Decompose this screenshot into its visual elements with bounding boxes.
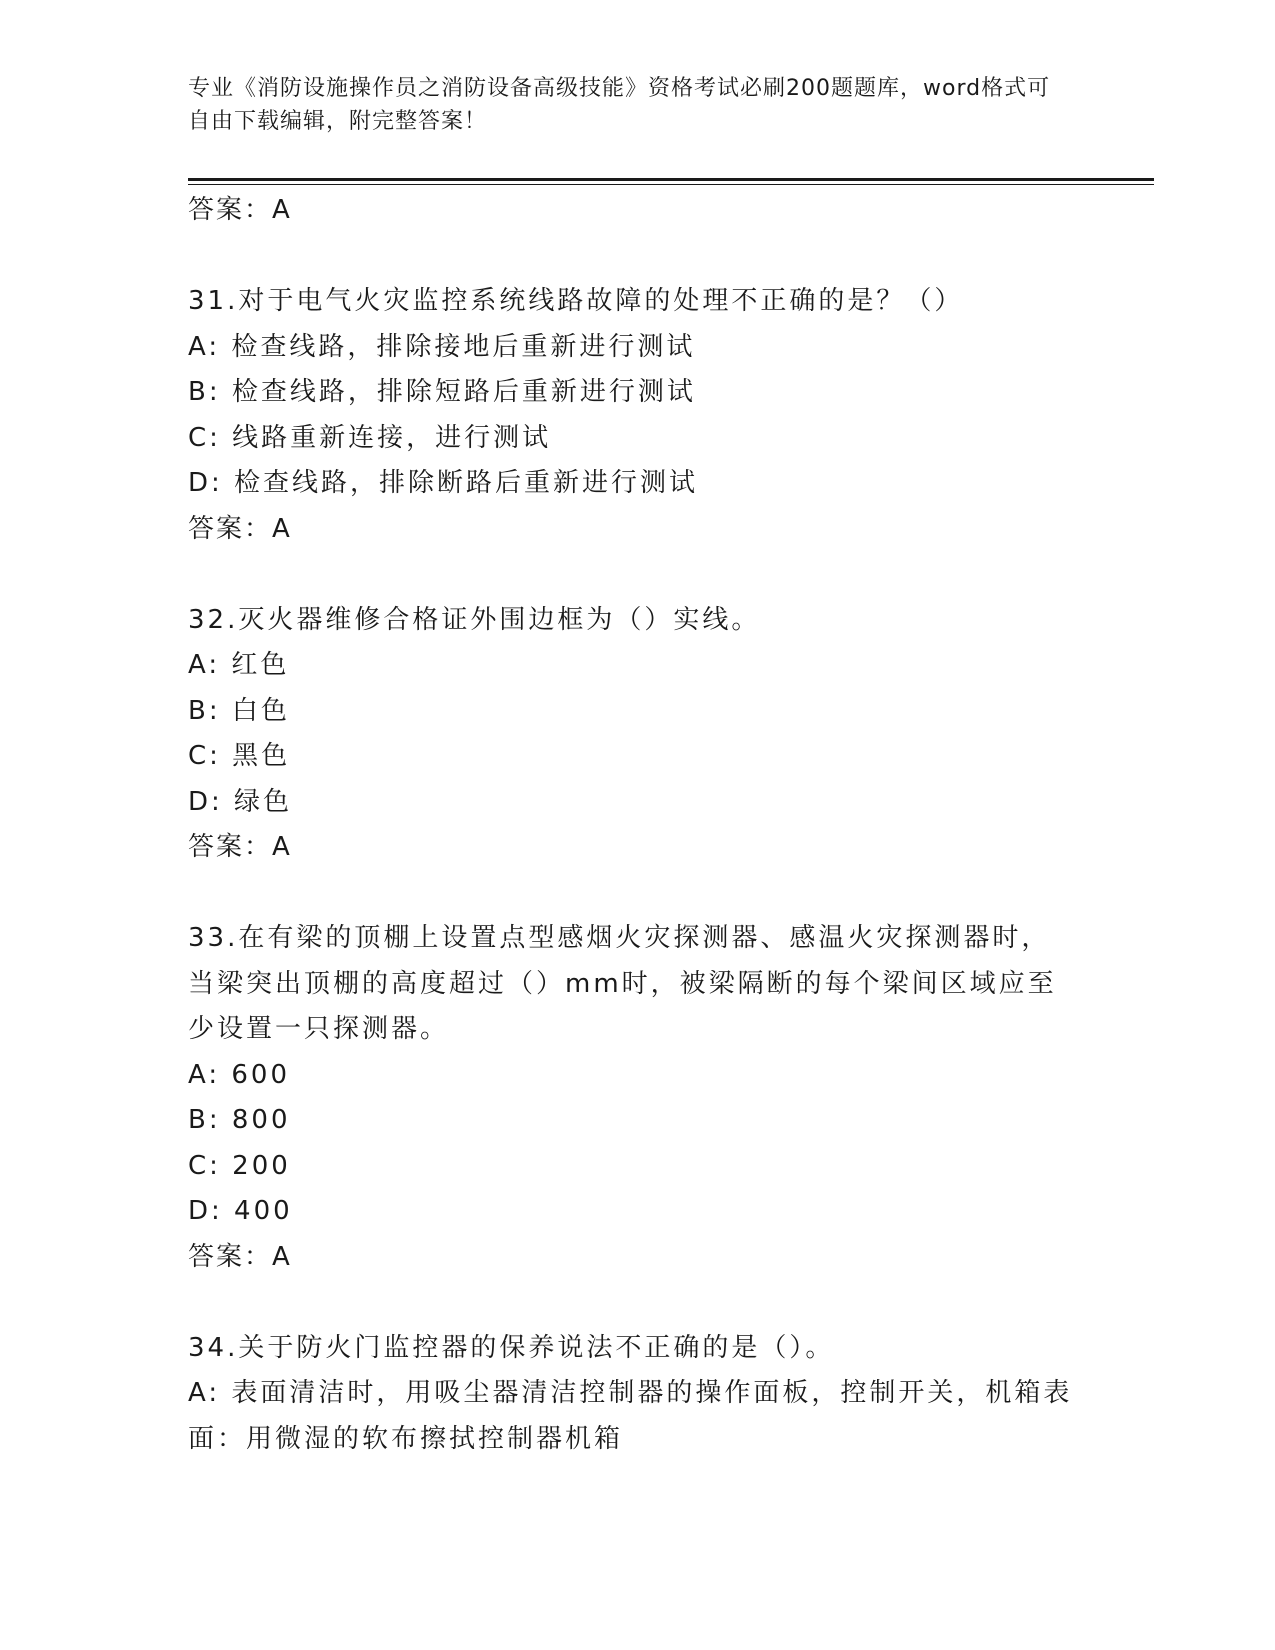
question-33-stem: 33.在有梁的顶棚上设置点型感烟火灾探测器、感温火灾探测器时，当梁突出顶棚的高度超过（）mm时，被梁隔断的每个梁间区域应至少设置一只探测器。 <box>188 923 1057 1044</box>
previous-answer: 答案：A <box>188 195 292 225</box>
question-33-option-c: C: 200 <box>188 1150 291 1181</box>
question-33-option-b: B: 800 <box>188 1105 291 1135</box>
question-32-option-c: C: 黑色 <box>188 741 291 771</box>
question-32-stem: 32.灭火器维修合格证外围边框为（）实线。 <box>188 604 761 635</box>
question-32 <box>188 598 1078 871</box>
question-34-stem: 34.关于防火门监控器的保养说法不正确的是（）。 <box>188 1332 835 1363</box>
spacer <box>188 871 1078 917</box>
question-31-option-b: B: 检查线路，排除短路后重新进行测试 <box>188 377 696 407</box>
question-31-answer: 答案：A <box>188 513 292 544</box>
question-33-option-a: A: 600 <box>188 1059 290 1090</box>
question-34 <box>188 1326 1078 1463</box>
question-32-option-a: A: 红色 <box>188 650 290 680</box>
spacer <box>188 552 1078 598</box>
question-31-option-a: A: 检查线路，排除接地后重新进行测试 <box>188 331 696 362</box>
question-31-stem: 31.对于电气火灾监控系统线路故障的处理不正确的是？（） <box>188 286 964 316</box>
question-33-answer: 答案：A <box>188 1241 292 1272</box>
question-32-option-d: D: 绿色 <box>188 786 293 817</box>
page-header: 专业《消防设施操作员之消防设备高级技能》资格考试必刷200题题库，word格式可自由下载编辑，附完整答案！ <box>188 76 1051 134</box>
question-33 <box>188 916 1078 1280</box>
question-33-option-d: D: 400 <box>188 1196 293 1226</box>
spacer <box>188 234 1078 280</box>
header-rule-thin <box>188 184 1154 185</box>
question-32-answer: 答案：A <box>188 832 292 862</box>
question-31-option-c: C: 线路重新连接，进行测试 <box>188 422 552 453</box>
question-content <box>188 188 1078 1462</box>
question-32-option-b: B: 白色 <box>188 695 290 726</box>
header-rule-thick <box>188 178 1154 181</box>
question-31-option-d: D: 检查线路，排除断路后重新进行测试 <box>188 468 699 498</box>
question-34-option-a: A: 表面清洁时，用吸尘器清洁控制器的操作面板，控制开关，机箱表面：用微湿的软布擦拭控制器机箱 <box>188 1378 1073 1454</box>
spacer <box>188 1280 1078 1326</box>
question-31 <box>188 279 1078 552</box>
